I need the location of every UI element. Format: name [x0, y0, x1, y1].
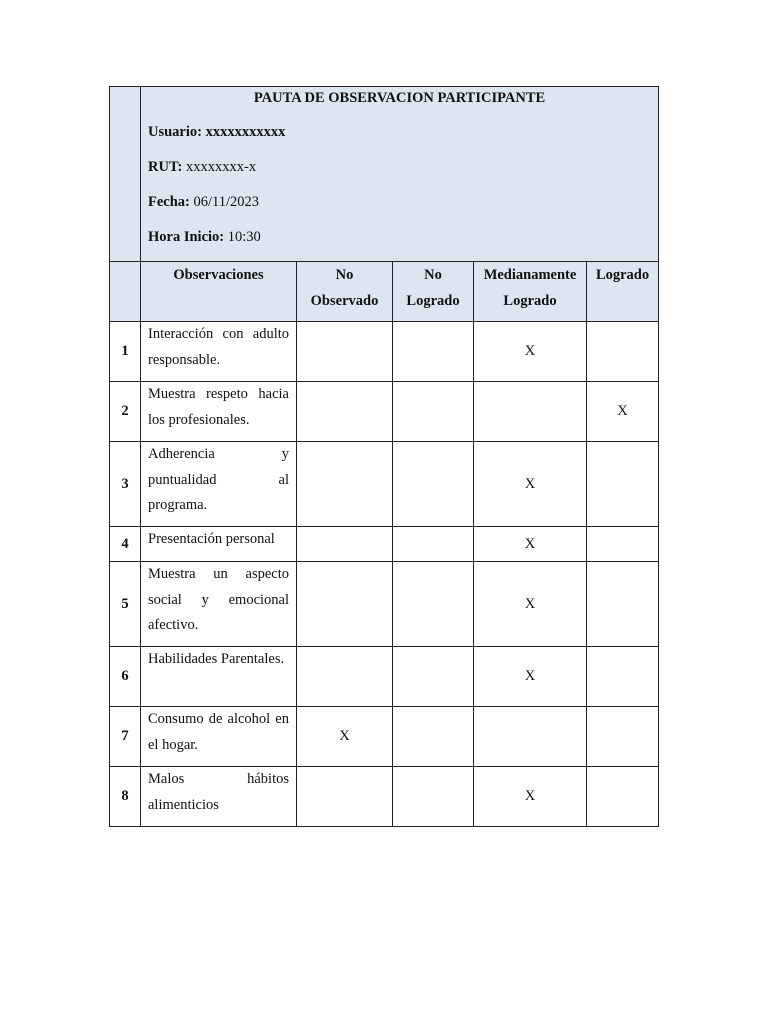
table-row [110, 707, 659, 767]
table-row [110, 382, 659, 442]
row-number: 1 [110, 322, 141, 382]
mark-no-observado [297, 562, 393, 647]
rut-label: RUT: [148, 159, 183, 175]
mark-medianamente-logrado: X [474, 322, 587, 382]
mark-no-observado [297, 442, 393, 527]
observation-text: Muestra un aspecto social y emocional afectivo. [141, 562, 297, 647]
mark-no-logrado [393, 382, 474, 442]
mark-medianamente-logrado: X [474, 442, 587, 527]
table-row [110, 322, 659, 382]
row-number: 2 [110, 382, 141, 442]
row-number: 7 [110, 707, 141, 767]
hora-line [148, 220, 651, 255]
header-info-cell [141, 87, 659, 262]
mark-no-logrado [393, 322, 474, 382]
rut-line [148, 150, 651, 185]
mark-logrado [587, 322, 659, 382]
mark-no-observado [297, 527, 393, 562]
mark-logrado [587, 527, 659, 562]
row-number: 3 [110, 442, 141, 527]
table-row [110, 767, 659, 827]
observation-text: Interacción con adulto responsable. [141, 322, 297, 382]
mark-medianamente-logrado: X [474, 767, 587, 827]
mark-no-observado [297, 322, 393, 382]
column-header-no-observado: No Observado [297, 262, 393, 322]
mark-no-logrado [393, 562, 474, 647]
usuario-line [148, 115, 651, 150]
hora-label: Hora Inicio: [148, 229, 225, 245]
column-header-observaciones: Observaciones [141, 262, 297, 322]
rut-value: xxxxxxxx-x [186, 159, 257, 175]
observation-text: Muestra respeto hacia los profesionales. [141, 382, 297, 442]
table-row [110, 527, 659, 562]
mark-medianamente-logrado [474, 707, 587, 767]
column-header-logrado: Logrado [587, 262, 659, 322]
fecha-value: 06/11/2023 [193, 194, 260, 210]
mark-no-observado: X [297, 707, 393, 767]
column-header-index-cell [110, 262, 141, 322]
fecha-line [148, 185, 651, 220]
column-header-no-logrado: No Logrado [393, 262, 474, 322]
mark-no-observado [297, 382, 393, 442]
hora-value: 10:30 [227, 229, 261, 245]
mark-no-logrado [393, 647, 474, 707]
table-row [110, 442, 659, 527]
mark-logrado [587, 707, 659, 767]
mark-logrado [587, 647, 659, 707]
table-row [110, 562, 659, 647]
observation-text: Consumo de alcohol en el hogar. [141, 707, 297, 767]
header-index-cell [110, 87, 141, 262]
observation-text: Adherencia y puntualidad al programa. [141, 442, 297, 527]
usuario-label: Usuario: [148, 124, 202, 140]
mark-logrado [587, 442, 659, 527]
row-number: 5 [110, 562, 141, 647]
mark-no-observado [297, 767, 393, 827]
mark-no-logrado [393, 767, 474, 827]
mark-logrado [587, 562, 659, 647]
row-number: 4 [110, 527, 141, 562]
mark-medianamente-logrado: X [474, 647, 587, 707]
mark-medianamente-logrado [474, 382, 587, 442]
mark-logrado: X [587, 382, 659, 442]
observation-table [109, 86, 659, 827]
column-header-medianamente-logrado: Medianamente Logrado [474, 262, 587, 322]
mark-no-logrado [393, 707, 474, 767]
table-row [110, 647, 659, 707]
mark-no-observado [297, 647, 393, 707]
column-header-row [110, 262, 659, 322]
mark-no-logrado [393, 442, 474, 527]
observation-text: Habilidades Parentales. [141, 647, 297, 707]
mark-medianamente-logrado: X [474, 562, 587, 647]
document-title: PAUTA DE OBSERVACION PARTICIPANTE [253, 90, 546, 106]
mark-logrado [587, 767, 659, 827]
row-number: 8 [110, 767, 141, 827]
header-row [110, 87, 659, 262]
mark-medianamente-logrado: X [474, 527, 587, 562]
mark-no-logrado [393, 527, 474, 562]
observation-text: Malos hábitos alimenticios [141, 767, 297, 827]
observation-text: Presentación personal [141, 527, 297, 562]
row-number: 6 [110, 647, 141, 707]
usuario-value: xxxxxxxxxxx [205, 124, 286, 140]
fecha-label: Fecha: [148, 194, 190, 210]
